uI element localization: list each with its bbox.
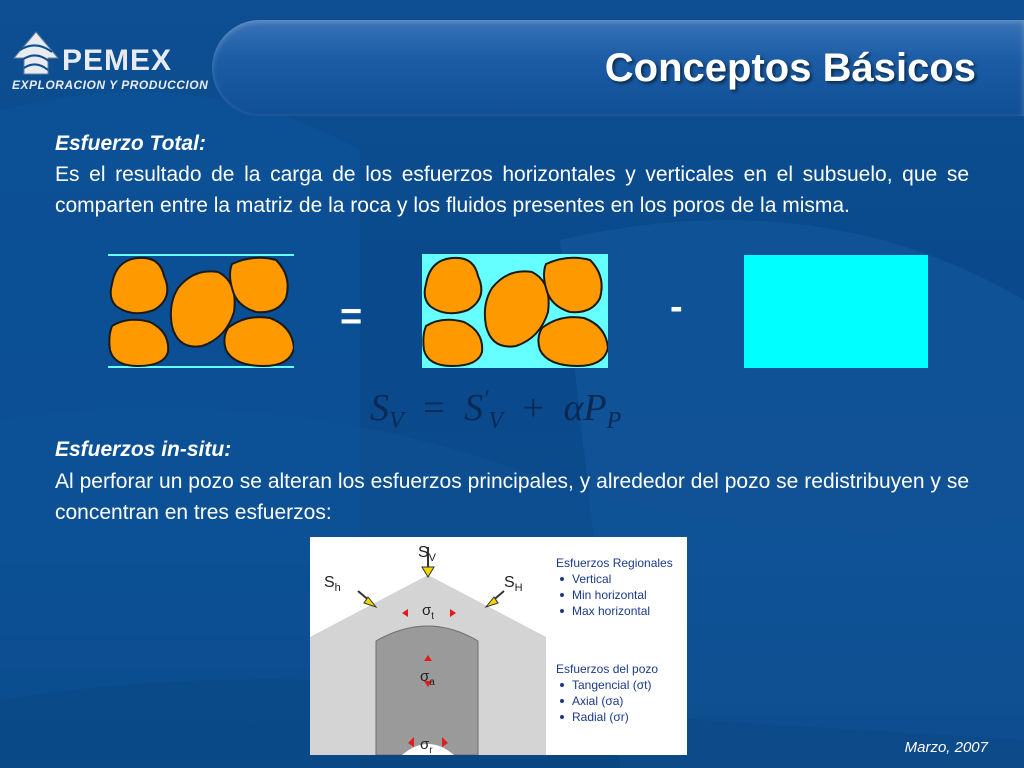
- section-heading-esfuerzo-total: Esfuerzo Total:: [55, 132, 206, 155]
- section-body-esfuerzos-in-situ: Al perforar un pozo se alteran los esfuerzos principales, y alrededor del pozo se redistribuyen y se concentran en tres esfuerzos:: [55, 470, 969, 524]
- formula-lhs-sub: V: [389, 408, 404, 434]
- minus-sign: -: [670, 286, 683, 328]
- formula-rhs1: S: [464, 387, 484, 429]
- legend-regional-title: Esfuerzos Regionales: [556, 556, 673, 570]
- label-sigma-a: σ: [420, 668, 430, 685]
- label-sh-max-sub: H: [514, 582, 523, 594]
- legend-well-item-0: Tangencial (σt): [572, 678, 652, 692]
- formula-rhs1-sub: V: [488, 408, 504, 434]
- page-title: Conceptos Básicos: [604, 46, 976, 90]
- effective-stress-formula: [370, 386, 621, 435]
- svg-text:Sh: [324, 574, 341, 594]
- section-heading-esfuerzos-in-situ: Esfuerzos in-situ:: [55, 438, 232, 461]
- label-sigma-a-sub: a: [429, 677, 435, 688]
- svg-text:SH: [504, 574, 523, 594]
- equals-sign: =: [340, 296, 363, 338]
- legend-well-item-2: Radial (σr): [572, 710, 629, 724]
- formula-lhs: S: [370, 387, 389, 429]
- footer-date: Marzo, 2007: [904, 739, 988, 756]
- label-sv: S: [418, 544, 429, 561]
- legend-regional-item-1: Min horizontal: [572, 588, 647, 602]
- pore-pressure-box: [744, 255, 928, 368]
- legend-well-item-1: Axial (σa): [572, 694, 624, 708]
- logo-brand: PEMEX: [62, 44, 173, 77]
- legend-well-title: Esfuerzos del pozo: [556, 662, 659, 676]
- wellbore-stress-diagram: [310, 537, 687, 755]
- grain-group: [109, 258, 294, 366]
- effective-stress-grains-panel: [422, 254, 608, 368]
- formula-rhs2-sub: P: [606, 408, 622, 434]
- label-sv-sub: V: [428, 552, 437, 564]
- label-sigma-t-sub: t: [431, 611, 435, 622]
- section-body-esfuerzo-total: Es el resultado de la carga de los esfuerzos horizontales y verticales en el subsuelo, que se comparten entre la matriz de la roca y los fluidos presentes en los poros de la misma.: [55, 163, 969, 217]
- total-stress-grains-panel: [108, 254, 294, 368]
- legend-regional-item-2: Max horizontal: [572, 604, 651, 618]
- formula-equals: =: [423, 387, 445, 429]
- logo-subtitle: EXPLORACION Y PRODUCCION: [12, 78, 209, 92]
- formula-plus: +: [522, 387, 544, 429]
- label-sh-min-sub: h: [334, 582, 341, 594]
- formula-rhs1-prime: ′: [483, 386, 489, 413]
- legend-regional-item-0: Vertical: [572, 572, 612, 586]
- label-sigma-t: σ: [422, 602, 432, 619]
- wellbore-stress-figure: [310, 537, 687, 755]
- label-sigma-r-sub: r: [429, 745, 433, 755]
- label-sh-min: S: [324, 574, 335, 591]
- label-sh-max: S: [504, 574, 515, 591]
- label-sigma-r: σ: [420, 736, 430, 753]
- formula-rhs2: αP: [563, 387, 607, 429]
